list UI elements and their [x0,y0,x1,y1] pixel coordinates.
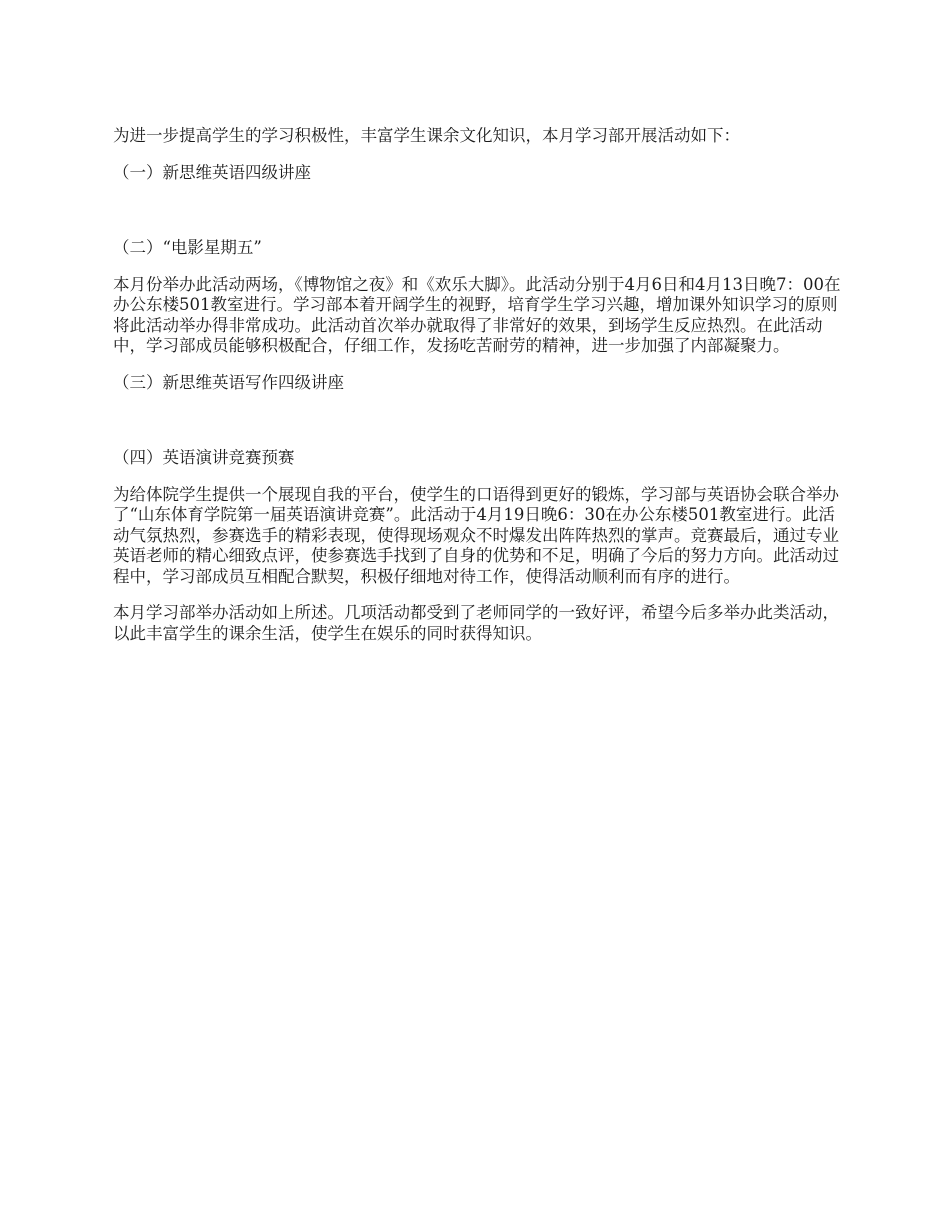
section-2-body: 本月份举办此活动两场，《博物馆之夜》和《欢乐大脚》。此活动分别于4月6日和4月13日晚7：00在办公东楼501教室进行。学习部本着开阔学生的视野，培育学生学习兴趣，增加课外知识学习的原则将此活动举办得非常成功。此活动首次举办就取得了非常好的效果，到场学生反应热烈。在此活动中，学习部成员能够积极配合，仔细工作，发扬吃苦耐劳的精神，进一步加强了内部凝聚力。 [113,274,841,355]
conclusion-paragraph: 本月学习部举办活动如上所述。几项活动都受到了老师同学的一致好评，希望今后多举办此类活动，以此丰富学生的课余生活，使学生在娱乐的同时获得知识。 [113,603,839,643]
document-body [113,126,843,660]
intro-paragraph: 为进一步提高学生的学习积极性，丰富学生课余文化知识，本月学习部开展活动如下： [113,126,740,145]
section-1-heading: （一）新思维英语四级讲座 [113,162,311,182]
section-3-heading: （三）新思维英语写作四级讲座 [113,372,344,392]
section-4-body: 为给体院学生提供一个展现自我的平台，使学生的口语得到更好的锻炼，学习部与英语协会联合举办了“山东体育学院第一届英语演讲竞赛”。此活动于4月19日晚6：30在办公东楼501教室进行。此活动气氛热烈，参赛选手的精彩表现，使得现场观众不时爆发出阵阵热烈的掌声。竞赛最后，通过专业英语老师的精心细致点评，使参赛选手找到了自身的优势和不足，明确了今后的努力方向。此活动过程中，学习部成员互相配合默契，积极仔细地对待工作，使得活动顺利而有序的进行。 [113,484,839,586]
section-2-heading: （二）“电影星期五” [113,238,262,257]
section-4-heading: （四）英语演讲竞赛预赛 [113,448,295,467]
